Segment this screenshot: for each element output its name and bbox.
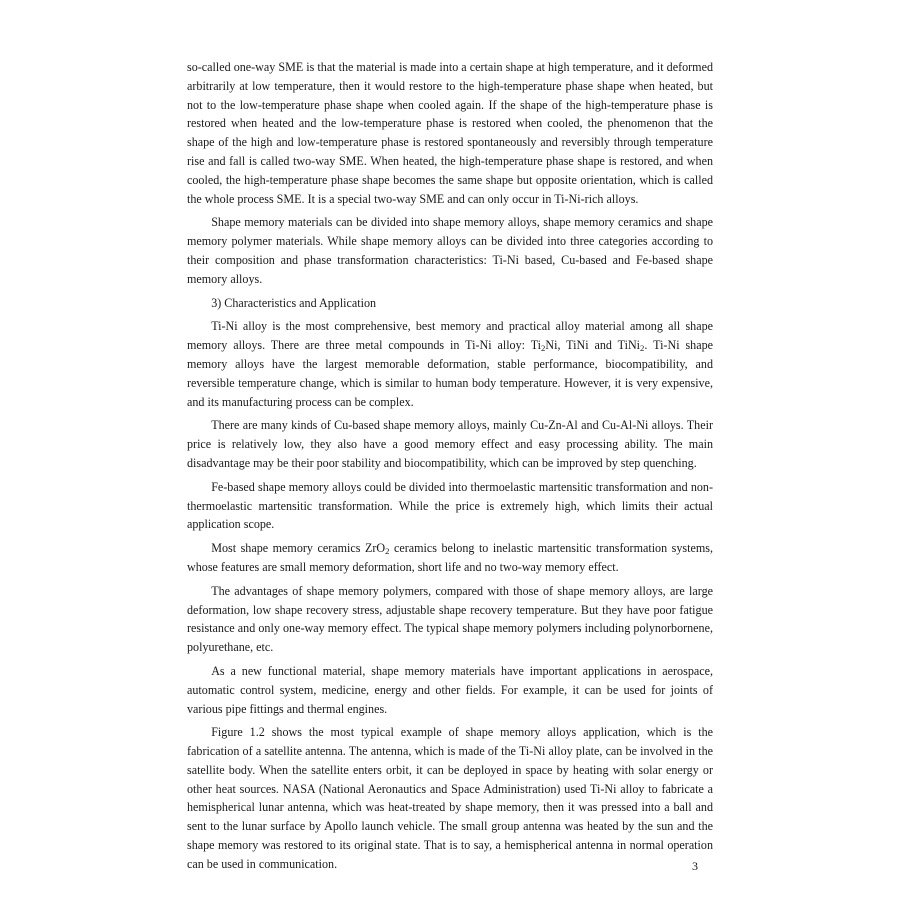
subscript: 2: [541, 343, 546, 354]
text-run: Figure 1.2 shows the most typical example of shape memory alloys application, which is the fabrication of a satellite antenna. The antenna, which is made of the Ti-Ni alloy plate, can be involved in the satellite body. When the satellite enters orbit, it can be deployed in space by heating with solar energy or other heat sources. NASA (National Aeronautics and Space Administration) used Ti-Ni alloy to fabricate a hemispherical lunar antenna, which was heat-treated by shape memory, then it was pressed into a ball and sent to the lunar surface by Apollo launch vehicle. The small group antenna was heated by the sun and the shape memory was restored to its original state. That is to say, a hemispherical antenna in normal operation can be used in communication.: [187, 725, 713, 871]
paragraph: [187, 58, 713, 208]
text-run: Ni, TiNi and TiNi: [545, 338, 641, 353]
text-run: . Ti-Ni shape memory alloys have the largest memorable deformation, stable performance, biocompatibility, and reversible temperature change, which is similar to human body temperature. However, it is very expensive, and its manufacturing process can be complex.: [187, 338, 713, 409]
text-run: Shape memory materials can be divided into shape memory alloys, shape memory ceramics and shape memory polymer materials. While shape memory alloys can be divided into three categories according to their composition and phase transformation characteristics: Ti-Ni based, Cu-based and Fe-based shape memory alloys.: [187, 215, 713, 286]
paragraph: [187, 294, 713, 313]
paragraph: [187, 213, 713, 288]
paragraph: [187, 416, 713, 472]
paragraph: [187, 478, 713, 534]
paragraph: [187, 582, 713, 657]
text-run: Most shape memory ceramics ZrO: [211, 541, 386, 556]
text-run: The advantages of shape memory polymers, compared with those of shape memory alloys, are large deformation, low shape recovery stress, adjustable shape recovery temperature. But they have poor fatigue resistance and only one-way memory effect. The typical shape memory polymers including polynorbornene, polyurethane, etc.: [187, 583, 713, 655]
body-text: [187, 58, 713, 879]
paragraph: [187, 723, 713, 873]
text-run: Fe-based shape memory alloys could be divided into thermoelastic martensitic transformation and non-thermoelastic martensitic transformation. While the price is extremely high, which limits their actual application scope.: [187, 479, 713, 532]
text-run: ceramics belong to inelastic martensitic transformation systems, whose features are small memory deformation, short life and no two-way memory effect.: [187, 541, 714, 574]
text-run: As a new functional material, shape memory materials have important applications in aerospace, automatic control system, medicine, energy and other fields. For example, it can be used for joints of various pipe fittings and thermal engines.: [187, 663, 713, 716]
subscript: 2: [640, 343, 645, 354]
paragraph: [187, 539, 713, 577]
subscript: 2: [385, 546, 390, 557]
text-run: 3) Characteristics and Application: [211, 295, 377, 310]
text-run: so-called one-way SME is that the material is made into a certain shape at high temperature, and it deformed arbitrarily at low temperature, then it would restore to the high-temperature phase shape when heated, but not to the low-temperature phase shape when cooled again. If the shape of the high-temperature phase is restored when heated and the low-temperature phase is restored when cooled, the phenomenon that the shape of the high and low-temperature phase is restored spontaneously and reversibly through temperature rise and fall is called two-way SME. When heated, the high-temperature phase shape is restored, and when cooled, the high-temperature phase shape becomes the same shape but opposite orientation, which is called the whole process SME. It is a special two-way SME and can only occur in Ti-Ni-rich alloys.: [187, 60, 713, 206]
text-run: There are many kinds of Cu-based shape memory alloys, mainly Cu-Zn-Al and Cu-Al-Ni alloys. Their price is relatively low, they also have a good memory effect and easy processing ability. The main disadvantage may be their poor stability and biocompatibility, which can be improved by step quenching.: [187, 418, 713, 470]
paragraph: [187, 317, 713, 411]
paragraph: [187, 662, 713, 718]
text-run: Ti-Ni alloy is the most comprehensive, best memory and practical alloy material among all shape memory alloys. There are three metal compounds in Ti-Ni alloy: Ti: [187, 319, 713, 353]
page-number: 3: [692, 859, 698, 873]
